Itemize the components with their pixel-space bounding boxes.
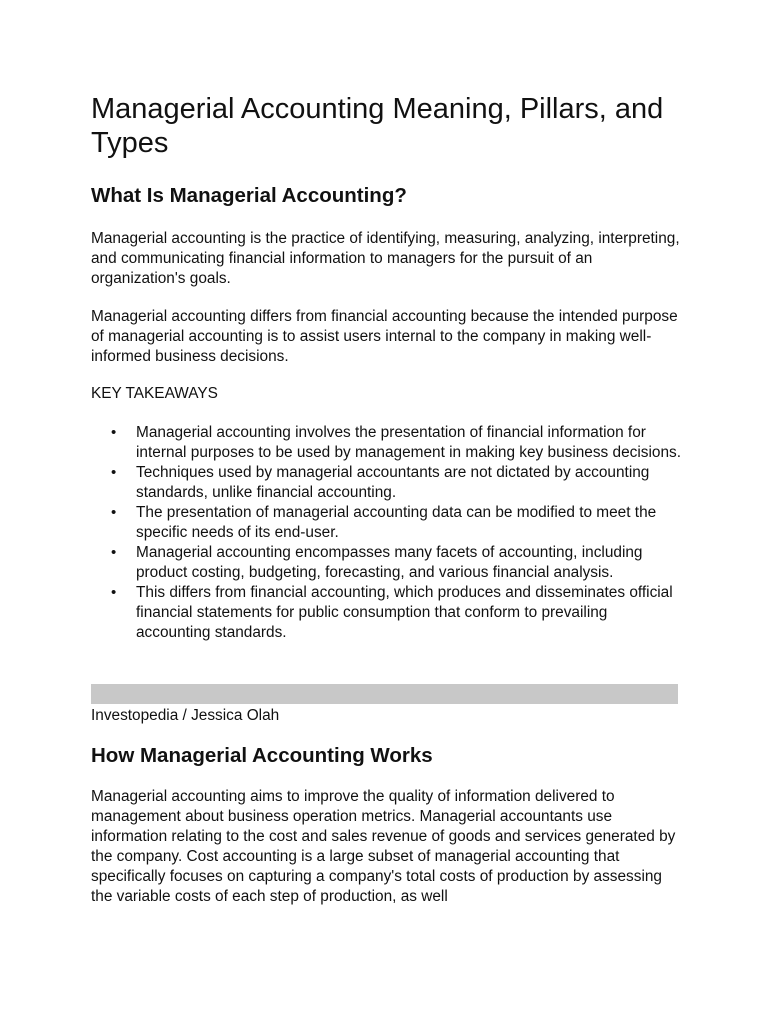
list-item (91, 543, 681, 583)
bullet-icon: • (111, 464, 117, 481)
image-caption: Investopedia / Jessica Olah (91, 707, 280, 724)
list-item-text: Managerial accounting encompasses many facets of accounting, including product costing, budgeting, forecasting, and various financial analysis. (136, 544, 643, 581)
list-item-text: This differs from financial accounting, which produces and disseminates official financial statements for public consumption that conform to prevailing accounting standards. (136, 584, 673, 641)
paragraph-how-it-works: Managerial accounting aims to improve the quality of information delivered to management about business operation metrics. Managerial accountants use information relating to the cost and sales revenue of goods and services generated by the company. Cost accounting is a large subset of managerial accounting that specifically focuses on capturing a company's total costs of production by assessing the variable costs of each step of production, as well (91, 788, 676, 905)
section-heading-how-it-works: How Managerial Accounting Works (91, 744, 433, 767)
bullet-icon: • (111, 424, 117, 441)
list-item (91, 503, 681, 543)
bullet-icon: • (111, 544, 117, 561)
bullet-icon: • (111, 504, 117, 521)
key-takeaways-label: KEY TAKEAWAYS (91, 385, 218, 402)
list-item (91, 463, 681, 503)
list-item-text: Managerial accounting involves the presentation of financial information for internal purposes to be used by management in making key business decisions. (136, 424, 681, 461)
section-heading-what-is: What Is Managerial Accounting? (91, 184, 407, 207)
key-takeaways-list (91, 423, 681, 643)
list-item-text: Techniques used by managerial accountants are not dictated by accounting standards, unlike financial accounting. (136, 464, 650, 501)
list-item (91, 583, 681, 643)
bullet-icon: • (111, 584, 117, 601)
page-title: Managerial Accounting Meaning, Pillars, and Types (91, 93, 664, 159)
image-placeholder (91, 684, 678, 704)
paragraph-definition: Managerial accounting is the practice of identifying, measuring, analyzing, interpreting, and communicating financial information to managers for the pursuit of an organization's goals. (91, 230, 680, 287)
list-item-text: The presentation of managerial accounting data can be modified to meet the specific needs of its end-user. (136, 504, 657, 541)
paragraph-difference: Managerial accounting differs from financial accounting because the intended purpose of managerial accounting is to assist users internal to the company in making well-informed business decisions. (91, 308, 678, 365)
list-item (91, 423, 681, 463)
